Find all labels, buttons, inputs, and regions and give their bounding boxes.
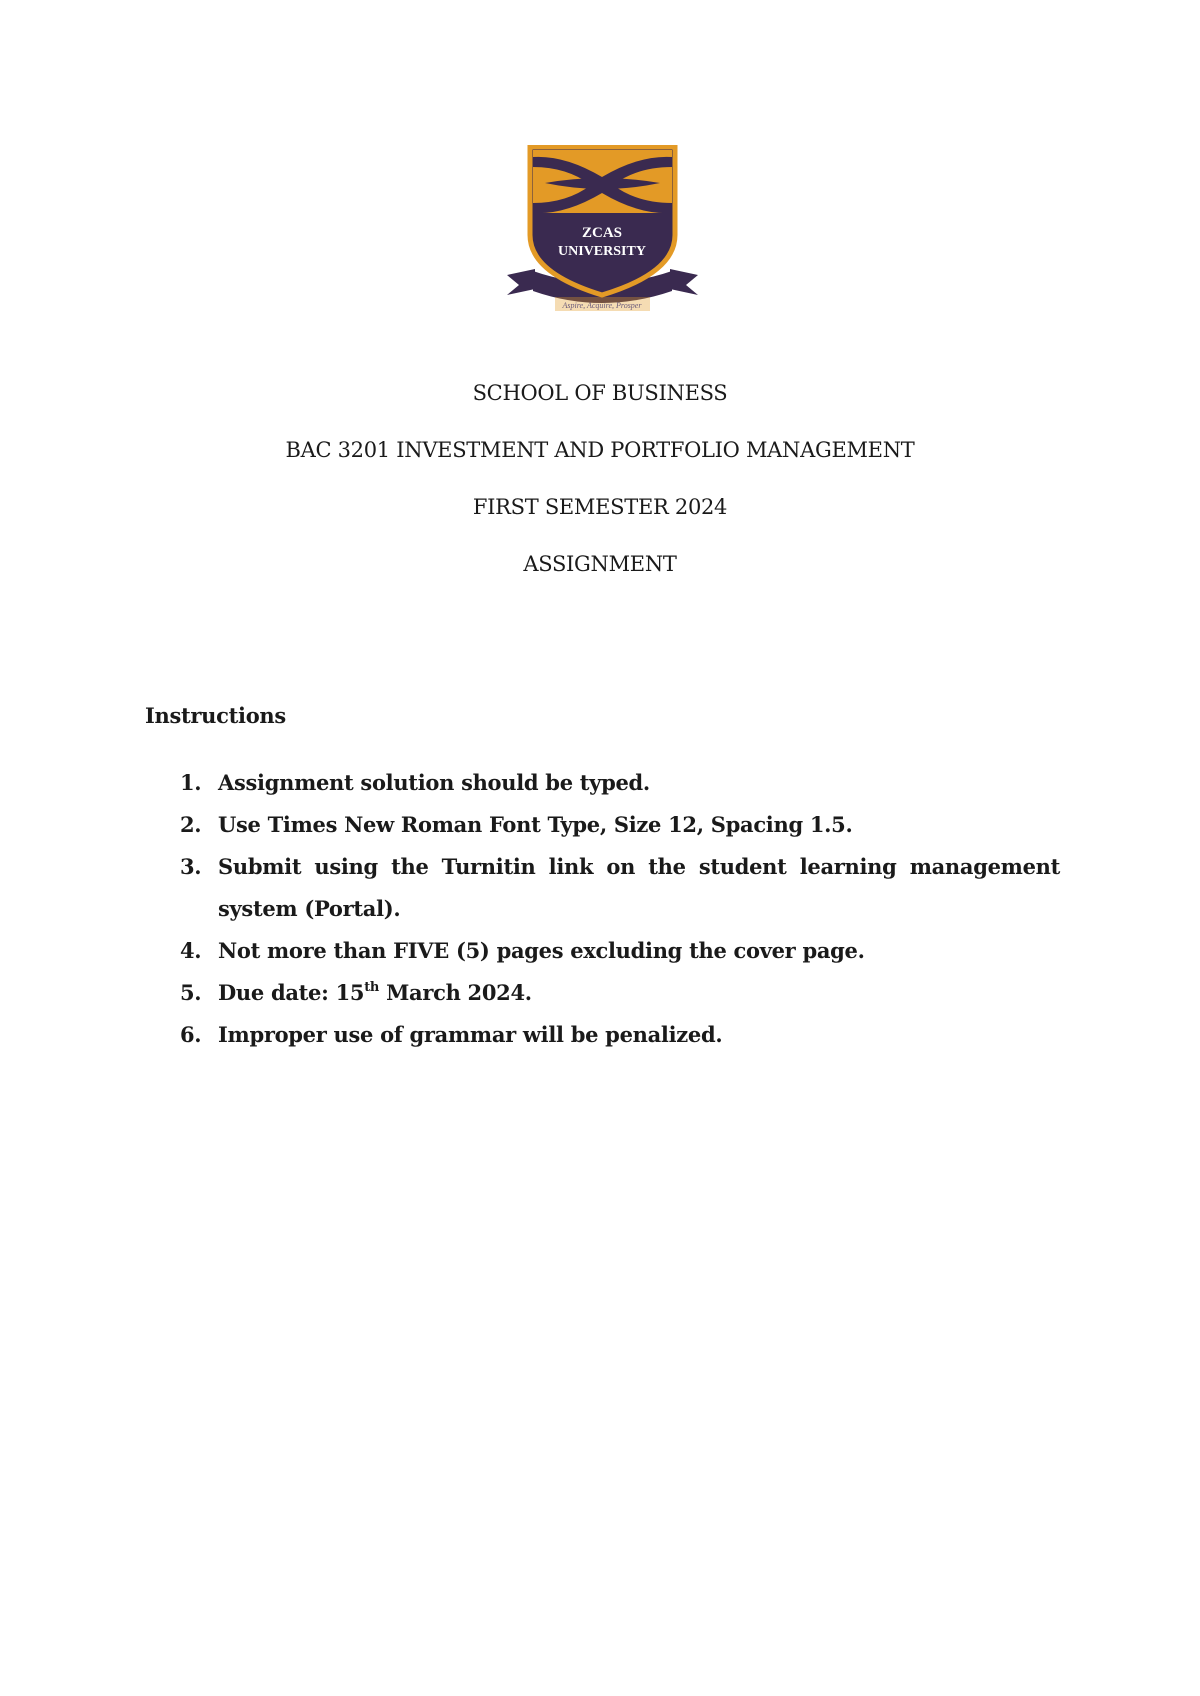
list-number: 4.	[180, 938, 202, 963]
course-title: BAC 3201 INVESTMENT AND PORTFOLIO MANAGEMENT	[285, 438, 915, 462]
title-block	[0, 378, 1200, 606]
zcas-university-logo	[505, 145, 700, 315]
list-text: Assignment solution should be typed.	[218, 770, 650, 795]
due-date-suffix: March 2024.	[379, 980, 532, 1005]
list-number: 2.	[180, 812, 202, 837]
list-item	[180, 846, 1060, 930]
semester: FIRST SEMESTER 2024	[472, 495, 728, 519]
list-number: 1.	[180, 770, 202, 795]
list-text: Improper use of grammar will be penalized.	[218, 1022, 723, 1047]
logo-motto: Aspire, Acquire, Prosper	[562, 301, 642, 310]
list-number: 3.	[180, 854, 202, 879]
logo-ribbon	[507, 269, 535, 295]
list-item	[180, 930, 1060, 972]
list-text: Not more than FIVE (5) pages excluding the cover page.	[218, 938, 865, 963]
logo-line1: ZCAS	[581, 225, 623, 241]
due-date-superscript: th	[364, 980, 380, 995]
list-number: 5.	[180, 980, 202, 1005]
document-type: ASSIGNMENT	[523, 552, 677, 576]
instructions-list	[180, 762, 1060, 1056]
list-item	[180, 1014, 1060, 1056]
list-item	[180, 762, 1060, 804]
list-text: Submit using the Turnitin link on the student learning management system (Portal).	[218, 854, 1060, 921]
logo-line2: UNIVERSITY	[558, 244, 646, 259]
school-name: SCHOOL OF BUSINESS	[472, 381, 728, 405]
list-text: Use Times New Roman Font Type, Size 12, Spacing 1.5.	[218, 812, 853, 837]
instructions-heading: Instructions	[145, 703, 286, 728]
list-number: 6.	[180, 1022, 202, 1047]
list-text	[218, 972, 1060, 1014]
list-item	[180, 804, 1060, 846]
due-date-prefix: Due date: 15	[218, 980, 365, 1005]
list-item	[180, 972, 1060, 1014]
